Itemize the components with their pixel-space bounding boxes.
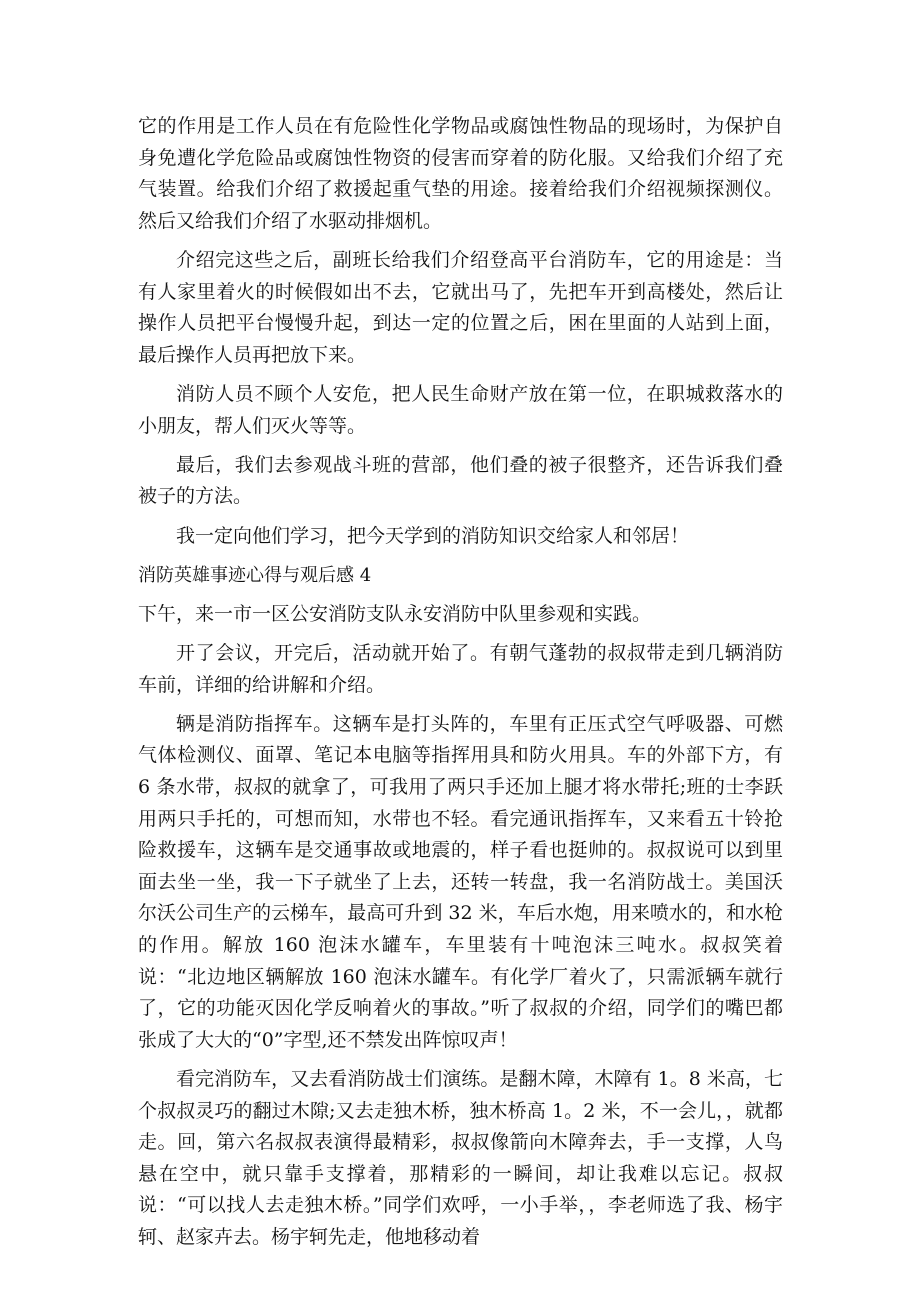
paragraph-8: 辆是消防指挥车。这辆车是打头阵的，车里有正压式空气呼吸器、可燃气体检测仪、面罩、笔记本电脑等指挥用具和防火用具。车的外部下方，有 6 条水带，叔叔的就拿了，可我用了两只手还加上腿才将水带托;班的士李跃用两只手托的，可想而知，水带也不轻。看完通讯指挥车，又来看五十铃抢险救援车，这辆车是交通事故或地震的，样子看也挺帅的。叔叔说可以到里面去坐一坐，我一下子就坐了上去，还转一转盘，我一名消防战士。美国沃尔沃公司生产的云梯车，最高可升到 32 米，车后水炮，用来喷水的，和水枪的作用。解放 160 泡沫水罐车，车里装有十吨泡沫三吨水。叔叔笑着说：“北边地区辆解放 160 泡沫水罐车。有化学厂着火了，只需派辆车就行了，它的功能灭因化学反响着火的事故。”听了叔叔的介绍，同学们的嘴巴都张成了大大的“0”字型,还不禁发出阵惊叹声！ [138, 712, 783, 1051]
paragraph-7: 开了会议，开完后，活动就开始了。有朝气蓬勃的叔叔带走到几辆消防车前，详细的给讲解和介绍。 [138, 642, 783, 696]
paragraph-5: 我一定向他们学习，把今天学到的消防知识交给家人和邻居！ [176, 524, 690, 547]
paragraph-9: 看完消防车，又去看消防战士们演练。是翻木障，木障有 1。8 米高，七个叔叔灵巧的翻过木隙;又去走独木桥，独木桥高 1。2 米，不一会儿，，就都走。回，第六名叔叔表演得最精彩，叔叔像箭向木障奔去，手一支撑，人鸟悬在空中，就只靠手支撑着，那精彩的一瞬间，却让我难以忘记。叔叔说：“可以找人去走独木桥。”同学们欢呼，一小手举，，李老师选了我、杨宇轲、赵家卉去。杨宇轲先走，他地移动着 [138, 1067, 783, 1248]
paragraph-1: 它的作用是工作人员在有危险性化学物品或腐蚀性物品的现场时，为保护自身免遭化学危险品或腐蚀性物资的侵害而穿着的防化服。又给我们介绍了充气装置。给我们介绍了救援起重气垫的用途。接着给我们介绍视频探测仪。然后又给我们介绍了水驱动排烟机。 [138, 115, 783, 232]
document-body [138, 111, 783, 1254]
paragraph-2: 介绍完这些之后，副班长给我们介绍登高平台消防车，它的用途是：当有人家里着火的时候假如出不去，它就出马了，先把车开到高楼处，然后让操作人员把平台慢慢升起，到达一定的位置之后，困在里面的人站到上面，最后操作人员再把放下来。 [138, 248, 783, 366]
paragraph-6: 下午，来一市一区公安消防支队永安消防中队里参观和实践。 [138, 602, 652, 625]
section-title: 消防英雄事迹心得与观后感 4 [138, 564, 372, 586]
paragraph-3: 消防人员不顾个人安危，把人民生命财产放在第一位，在职城救落水的小朋友，帮人们灭火等等。 [138, 382, 783, 437]
paragraph-4: 最后，我们去参观战斗班的营部，他们叠的被子很整齐，还告诉我们叠被子的方法。 [138, 453, 783, 508]
